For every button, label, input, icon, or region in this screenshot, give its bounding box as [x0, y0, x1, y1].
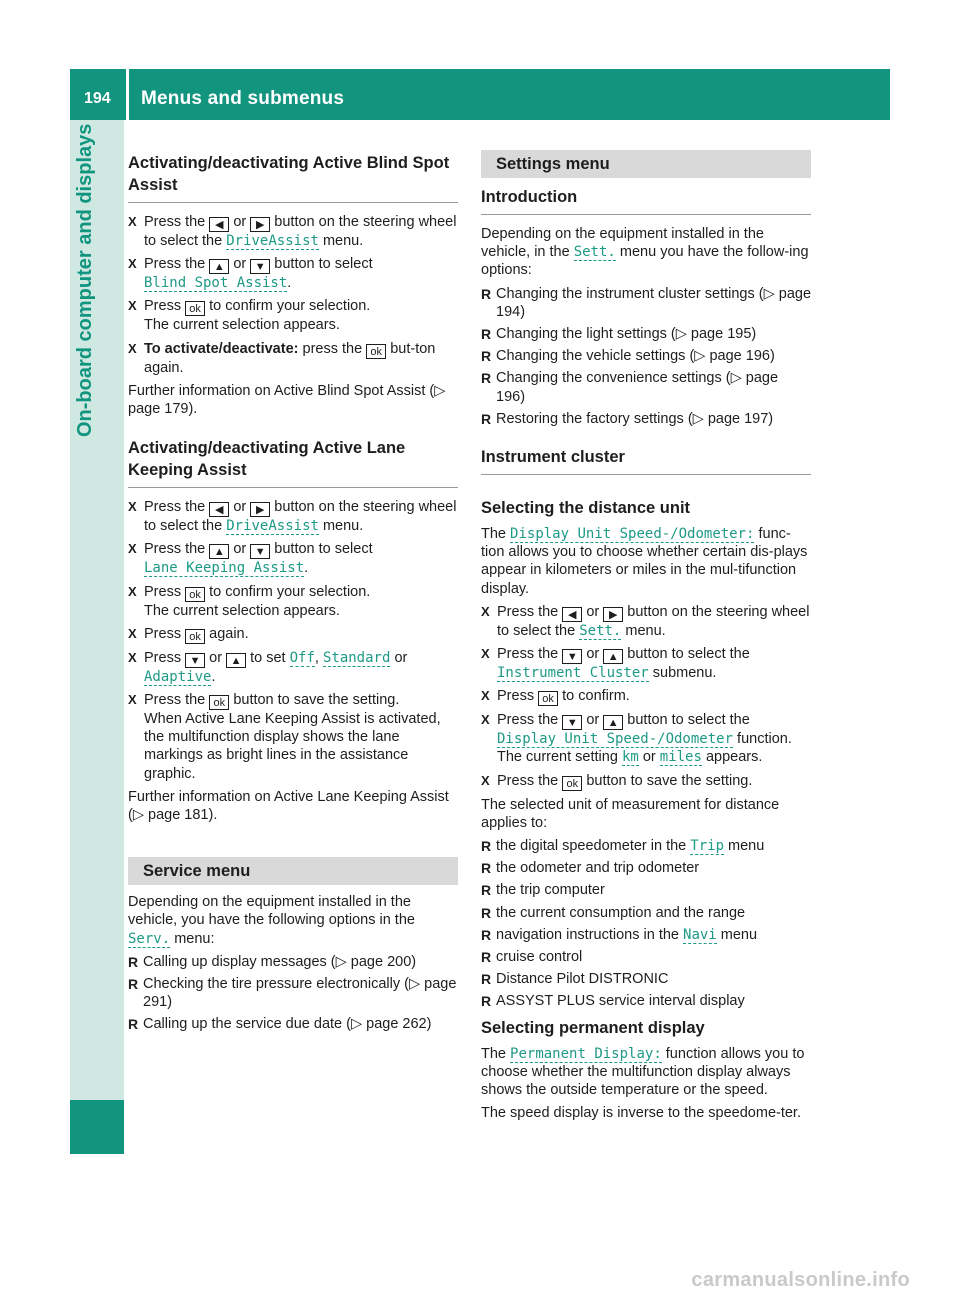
- du-step-2: [481, 645, 811, 682]
- list-item: [481, 926, 811, 944]
- step-arrow-icon: X: [128, 298, 137, 314]
- down-key-icon: ▼: [250, 259, 270, 274]
- step-text: button on the steering wheel to select the: [144, 214, 457, 249]
- introduction-heading: Introduction: [481, 186, 811, 215]
- right-key-icon: ▶: [250, 217, 270, 232]
- list-item: [481, 837, 811, 855]
- down-key-icon: ▼: [562, 715, 582, 730]
- step-text: Press the: [497, 712, 559, 729]
- step-text: Press: [144, 625, 182, 642]
- list-item: [481, 881, 811, 899]
- step-arrow-icon: X: [481, 603, 490, 619]
- step-arrow-icon: X: [128, 499, 137, 515]
- ok-key-icon: ok: [562, 776, 582, 791]
- step-text: button to select the: [627, 712, 750, 729]
- list-item: [128, 1015, 458, 1033]
- ok-key-icon: ok: [185, 587, 205, 602]
- display-text: Trip: [690, 838, 724, 855]
- lka-step-4: [128, 625, 458, 644]
- display-text: km: [621, 749, 639, 766]
- spacer: [481, 432, 811, 444]
- list-item-text: the current consumption and the range: [496, 904, 746, 921]
- display-text: Sett.: [573, 244, 616, 261]
- step-arrow-icon: X: [481, 712, 490, 728]
- step-text: menu.: [322, 518, 364, 535]
- spacer: [128, 829, 458, 857]
- step-text: The current selection appears.: [144, 317, 340, 334]
- list-item: [481, 325, 811, 343]
- list-item-text: cruise control: [496, 949, 583, 966]
- left-key-icon: ◀: [562, 607, 582, 622]
- step-text: .: [287, 275, 292, 292]
- step-text: Press the: [144, 692, 206, 709]
- list-item: [481, 410, 811, 428]
- bsa-heading: Activating/deactivating Active Blind Spot Assist: [128, 152, 458, 203]
- list-item-text: the odometer and trip odometer: [496, 860, 700, 877]
- permanent-display-heading: Selecting permanent display: [481, 1018, 705, 1037]
- bullet-icon: R: [481, 882, 492, 899]
- list-item-text: ASSYST PLUS service interval display: [496, 993, 745, 1010]
- page-title: Menus and submenus: [141, 88, 345, 109]
- page-number: 194: [84, 90, 111, 107]
- side-tab-label: On-board computer and displays: [74, 123, 96, 437]
- bsa-step-1: [128, 213, 458, 250]
- right-column: [481, 150, 811, 1128]
- lka-step-6: [128, 691, 458, 783]
- bullet-icon: R: [128, 953, 139, 970]
- step-arrow-icon: X: [128, 256, 137, 272]
- list-item-text: Changing the convenience settings (▷ page 196): [496, 370, 779, 405]
- list-item-text: Changing the light settings (▷ page 195): [496, 326, 757, 343]
- para-text: The: [481, 1045, 506, 1062]
- step-text: Press the: [497, 772, 559, 789]
- up-key-icon: ▲: [209, 544, 229, 559]
- step-text: The current selection appears.: [144, 602, 340, 619]
- para-text: function allows you to choose whether the multifunction display always shows the outside temperature or the speed.: [481, 1045, 805, 1099]
- para-text: Depending on the equipment installed in the vehicle, you have the following options in the: [128, 894, 415, 929]
- para-text: menu you have the follow-ing options:: [481, 244, 809, 279]
- step-text: Press: [497, 688, 535, 705]
- step-text: submenu.: [652, 665, 717, 682]
- bsa-step-4: [128, 340, 458, 377]
- display-text: Adaptive: [144, 668, 212, 685]
- step-text: or: [586, 603, 600, 620]
- step-text: or: [233, 214, 247, 230]
- list-item: [481, 970, 811, 988]
- display-text: miles: [659, 749, 702, 766]
- settings-menu-band: Settings menu: [481, 150, 811, 178]
- step-text: press the: [302, 340, 363, 357]
- up-key-icon: ▲: [226, 653, 246, 668]
- list-item-text: Changing the vehicle settings (▷ page 196): [496, 348, 775, 365]
- display-text: Serv.: [128, 930, 171, 947]
- step-text: Press the: [144, 256, 206, 273]
- step-text: again.: [209, 625, 249, 642]
- header-divider: [126, 69, 129, 120]
- list-item-text: Calling up display messages (▷ page 200): [143, 953, 417, 970]
- du-step-3: [481, 687, 811, 706]
- bsa-step-3: [128, 297, 458, 334]
- lka-step-5: [128, 649, 458, 686]
- list-item: [481, 859, 811, 877]
- ok-key-icon: ok: [209, 695, 229, 710]
- bullet-icon: R: [481, 860, 492, 877]
- down-key-icon: ▼: [250, 544, 270, 559]
- step-arrow-icon: X: [128, 214, 137, 229]
- up-key-icon: ▲: [603, 715, 623, 730]
- list-item-text: Calling up the service due date (▷ page 262): [143, 1016, 432, 1033]
- right-key-icon: ▶: [603, 607, 623, 622]
- step-arrow-icon: X: [128, 541, 137, 557]
- step-text: Press: [144, 298, 182, 315]
- step-arrow-icon: X: [481, 646, 490, 662]
- bsa-further-info: Further information on Active Blind Spot Assist (▷ page 179).: [128, 382, 446, 418]
- list-item: [481, 285, 811, 321]
- bullet-icon: R: [481, 971, 492, 988]
- step-text: button on the steering wheel to select the: [144, 499, 457, 535]
- step-text: button to select: [274, 541, 373, 558]
- speed-display-note: The speed display is inverse to the speedome-ter.: [481, 1105, 801, 1122]
- display-text: Off: [289, 649, 315, 666]
- permanent-display-para: [481, 1045, 811, 1100]
- du-step-1: [481, 603, 811, 640]
- step-text: When Active Lane Keeping Assist is activated, the multifunction display shows the lane markings as bright lines in the assistance graphic.: [144, 711, 441, 782]
- lka-step-1: [128, 498, 458, 535]
- list-item: [481, 369, 811, 405]
- lka-step-2: [128, 540, 458, 577]
- list-item: [128, 975, 458, 1011]
- left-key-icon: ◀: [209, 217, 229, 232]
- service-menu-band: Service menu: [128, 857, 458, 885]
- bullet-icon: R: [481, 326, 492, 343]
- watermark: carmanualsonline.info: [691, 1269, 910, 1291]
- display-text: Sett.: [579, 622, 622, 639]
- spacer: [481, 485, 811, 497]
- list-item: [481, 992, 811, 1010]
- list-item-text: menu: [720, 926, 758, 943]
- step-text: function.: [737, 731, 792, 748]
- bsa-step-2: [128, 255, 458, 292]
- step-text: to confirm.: [562, 688, 630, 705]
- step-text: or: [642, 749, 656, 766]
- service-intro: [128, 893, 458, 948]
- ok-key-icon: ok: [185, 629, 205, 644]
- down-key-icon: ▼: [562, 649, 582, 664]
- display-text: Permanent Display:: [510, 1045, 662, 1062]
- instrument-cluster-heading: Instrument cluster: [481, 446, 811, 475]
- step-text: Press: [144, 649, 182, 666]
- du-step-5: [481, 772, 811, 791]
- ok-key-icon: ok: [538, 691, 558, 706]
- step-arrow-icon: X: [128, 692, 137, 708]
- bullet-icon: R: [481, 993, 492, 1010]
- bullet-icon: R: [128, 1016, 139, 1033]
- step-text: or: [233, 256, 247, 273]
- step-text: to confirm your selection.: [209, 298, 371, 315]
- step-text: or: [209, 649, 223, 666]
- para-text: func-tion allows you to choose whether certain dis-plays appear in kilometers or miles in the mul-tifunction display.: [481, 526, 808, 597]
- step-text: appears.: [705, 749, 763, 766]
- lka-further-info: Further information on Active Lane Keeping Assist (▷ page 181).: [128, 788, 449, 824]
- step-text: menu.: [625, 622, 666, 639]
- list-item-text: the trip computer: [496, 882, 605, 899]
- step-arrow-icon: X: [128, 583, 137, 599]
- step-text: .: [304, 560, 309, 577]
- bullet-icon: R: [481, 348, 492, 365]
- display-text: Navi: [683, 926, 717, 943]
- list-item-text: Checking the tire pressure electronically (▷ page 291): [143, 976, 457, 1011]
- lka-step-3: [128, 583, 458, 620]
- para-text: menu:: [174, 930, 215, 947]
- display-text: Display Unit Speed-/Odometer: [497, 731, 734, 748]
- display-text: DriveAssist: [226, 233, 319, 249]
- step-arrow-icon: X: [128, 340, 137, 356]
- ok-key-icon: ok: [366, 344, 386, 359]
- distance-unit-applies: The selected unit of measurement for distance applies to:: [481, 796, 780, 831]
- bullet-icon: R: [481, 370, 492, 387]
- step-text: to set: [250, 649, 286, 666]
- du-step-4: [481, 711, 811, 766]
- ok-key-icon: ok: [185, 301, 205, 316]
- spacer: [128, 423, 458, 435]
- display-text: Instrument Cluster: [497, 665, 649, 682]
- step-text: button to select: [274, 256, 373, 273]
- step-text: Press the: [497, 603, 559, 620]
- bullet-icon: R: [481, 838, 492, 855]
- list-item: [128, 953, 458, 971]
- step-text: ,: [314, 649, 319, 666]
- list-item-text: the digital speedometer in the: [496, 838, 687, 855]
- para-text: Depending on the equipment installed in the vehicle, in the: [481, 226, 764, 261]
- step-text: or: [586, 712, 600, 729]
- left-column: [128, 150, 458, 1038]
- right-key-icon: ▶: [250, 502, 270, 517]
- step-arrow-icon: X: [128, 649, 137, 665]
- step-text: Press the: [497, 646, 559, 663]
- step-text: or: [394, 649, 408, 666]
- step-arrow-icon: X: [128, 625, 137, 641]
- step-text: The current setting: [497, 749, 618, 766]
- distance-unit-intro: [481, 525, 811, 598]
- left-key-icon: ◀: [209, 502, 229, 517]
- down-key-icon: ▼: [185, 653, 205, 668]
- step-arrow-icon: X: [481, 772, 490, 788]
- step-bold-text: To activate/deactivate:: [144, 340, 299, 357]
- list-item: [481, 904, 811, 922]
- lka-heading: Activating/deactivating Active Lane Keeping Assist: [128, 437, 458, 488]
- bullet-icon: R: [481, 410, 492, 427]
- display-text: DriveAssist: [226, 518, 319, 535]
- step-text: button to save the setting.: [586, 772, 753, 789]
- step-text: button to save the setting.: [233, 692, 400, 709]
- step-text: but-ton again.: [144, 340, 436, 376]
- bullet-icon: R: [481, 285, 492, 302]
- list-item-text: Restoring the factory settings (▷ page 197): [496, 410, 774, 427]
- display-text: Display Unit Speed-/Odometer:: [510, 526, 755, 543]
- step-text: or: [233, 499, 247, 516]
- step-text: .: [211, 668, 216, 685]
- bullet-icon: R: [128, 976, 139, 993]
- step-text: or: [586, 646, 600, 663]
- list-item-text: Changing the instrument cluster settings (▷ page 194): [496, 285, 812, 320]
- step-arrow-icon: X: [481, 688, 490, 704]
- step-text: Press: [144, 583, 182, 600]
- step-text: or: [233, 541, 247, 558]
- up-key-icon: ▲: [209, 259, 229, 274]
- up-key-icon: ▲: [603, 649, 623, 664]
- list-item: [481, 948, 811, 966]
- step-text: Press the: [144, 214, 206, 230]
- list-item: [481, 347, 811, 365]
- list-item-text: Distance Pilot DISTRONIC: [496, 971, 669, 988]
- distance-unit-heading: Selecting the distance unit: [481, 499, 691, 518]
- para-text: The: [481, 526, 506, 543]
- display-text: Standard: [322, 649, 391, 666]
- display-text: Lane Keeping Assist: [144, 560, 305, 577]
- display-text: Blind Spot Assist: [144, 275, 288, 292]
- step-text: button on the steering wheel to select the: [497, 603, 810, 639]
- bullet-icon: R: [481, 926, 492, 943]
- bullet-icon: R: [481, 904, 492, 921]
- side-tab-marker: [70, 1100, 124, 1154]
- step-text: Press the: [144, 499, 206, 516]
- list-item-text: navigation instructions in the: [496, 926, 679, 943]
- step-text: button to select the: [627, 646, 750, 663]
- list-item-text: menu: [728, 838, 765, 855]
- intro-paragraph: [481, 225, 811, 280]
- step-text: menu.: [322, 233, 364, 249]
- bullet-icon: R: [481, 949, 492, 966]
- step-text: Press the: [144, 541, 206, 558]
- step-text: to confirm your selection.: [209, 583, 371, 600]
